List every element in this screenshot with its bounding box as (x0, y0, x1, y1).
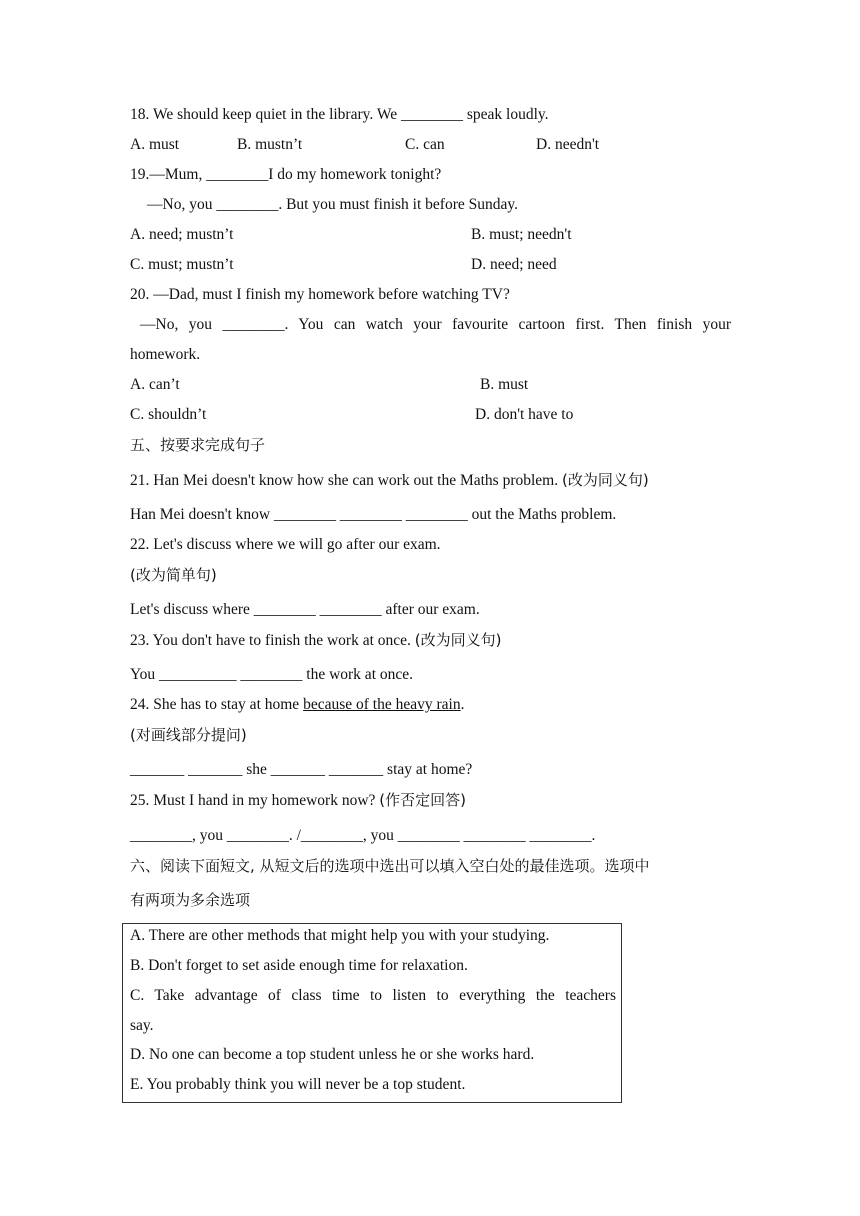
q18-option-a: A. must (130, 136, 180, 153)
choice-d: D. No one can become a top student unless he or she works hard. (130, 1046, 535, 1063)
question-23 (130, 630, 502, 651)
q18-option-c: C. can (405, 136, 445, 153)
question-24-instruction: (对画线部分提问) (130, 726, 247, 744)
choice-a: A. There are other methods that might help you with your studying. (130, 927, 550, 944)
choices-box (122, 923, 622, 1103)
question-21-instruction: (改为同义句) (562, 471, 649, 489)
question-20-stem: 20. —Dad, must I finish my homework before watching TV? (130, 286, 510, 303)
question-24-underlined-part: because of the heavy rain (303, 696, 461, 713)
q19-option-c: C. must; mustn’t (130, 256, 234, 273)
question-25-stem: 25. Must I hand in my homework now? (130, 792, 376, 809)
q18-option-d: D. needn't (536, 136, 600, 153)
question-25-instruction: (作否定回答) (379, 791, 466, 809)
question-23-instruction: (改为同义句) (414, 631, 502, 649)
q19-option-d: D. need; need (471, 256, 557, 273)
choice-b: B. Don't forget to set aside enough time for relaxation. (130, 957, 468, 974)
question-23-answer: You __________ ________ the work at once. (130, 666, 414, 683)
question-22-stem: 22. Let's discuss where we will go after our exam. (130, 536, 441, 553)
choice-e: E. You probably think you will never be a top student. (130, 1076, 466, 1093)
question-24-stem (130, 695, 464, 715)
question-24-stem-after: . (460, 696, 465, 713)
choice-c-line1: C. Take advantage of class time to listen to everything the teachers (130, 987, 616, 1004)
question-24-answer: _______ _______ she _______ _______ stay at home? (130, 761, 473, 778)
question-21-stem: 21. Han Mei doesn't know how she can work out the Maths problem. (130, 472, 559, 489)
q19-option-b: B. must; needn't (471, 226, 572, 243)
q19-option-a: A. need; mustn’t (130, 226, 234, 243)
section-5-title: 五、按要求完成句子 (130, 436, 266, 454)
question-20-reply-line2: homework. (130, 346, 201, 363)
section-6-title-line1: 六、阅读下面短文, 从短文后的选项中选出可以填入空白处的最佳选项。选项中 (130, 857, 650, 875)
q20-option-d: D. don't have to (475, 406, 574, 423)
question-25 (130, 790, 466, 811)
question-21 (130, 470, 649, 491)
q18-option-b: B. mustn’t (237, 136, 303, 153)
question-25-answer: ________, you ________. /________, you ________ ________ ________. (130, 827, 596, 844)
q20-option-c: C. shouldn’t (130, 406, 207, 423)
question-18-stem: 18. We should keep quiet in the library. We ________ speak loudly. (130, 106, 549, 123)
question-23-stem: 23. You don't have to finish the work at once. (130, 632, 411, 649)
section-6-title-line2: 有两项为多余选项 (130, 891, 251, 909)
q20-option-a: A. can’t (130, 376, 180, 393)
question-21-answer: Han Mei doesn't know ________ ________ ________ out the Maths problem. (130, 506, 617, 523)
question-19-stem: 19.—Mum, ________I do my homework tonight? (130, 166, 442, 183)
q20-option-b: B. must (480, 376, 529, 393)
question-20-reply-line1: —No, you ________. You can watch your favourite cartoon first. Then finish your (140, 316, 731, 333)
question-19-reply: —No, you ________. But you must finish it before Sunday. (147, 196, 518, 213)
choice-c-line2: say. (130, 1017, 154, 1034)
question-24-stem-before: 24. She has to stay at home (130, 696, 304, 713)
question-22-answer: Let's discuss where ________ ________ after our exam. (130, 601, 480, 618)
question-22-instruction: (改为简单句) (130, 566, 217, 584)
